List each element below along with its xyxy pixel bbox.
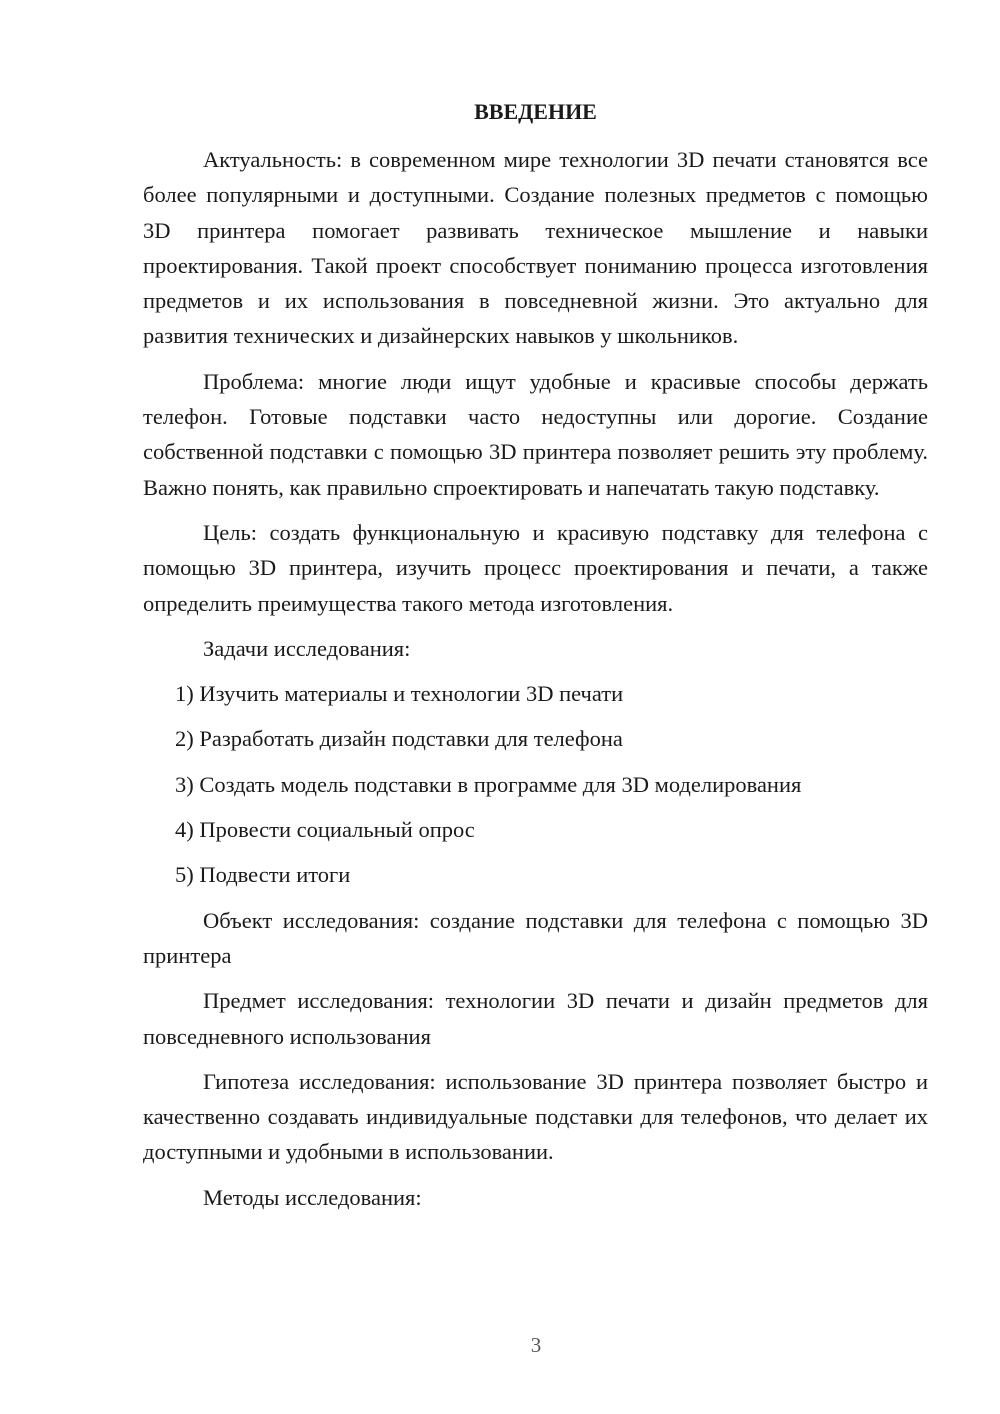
relevance-paragraph: Актуальность: в современном мире технологии 3D печати становятся все более популярными и доступными. Создание полезных предметов с помощью 3D принтера помогает развивать техническое мышление и навыки проектирования. Такой проект способствует пониманию процесса изготовления предметов и их использования в повседневной жизни. Это актуально для развития технических и дизайнерских навыков у школьников.: [143, 147, 928, 349]
page-title: ВВЕДЕНИЕ: [474, 99, 597, 124]
task-item: 4) Провести социальный опрос: [175, 817, 475, 843]
tasks-list: [143, 676, 928, 892]
hypothesis-paragraph: Гипотеза исследования: использование 3D принтера позволяет быстро и качественно создавать индивидуальные подставки для телефонов, что делает их доступными и удобными в использовании.: [143, 1068, 928, 1165]
task-item: 5) Подвести итоги: [175, 862, 351, 888]
subject-paragraph: Предмет исследования: технологии 3D печати и дизайн предметов для повседневного использования: [143, 988, 928, 1049]
problem-paragraph: Проблема: многие люди ищут удобные и красивые способы держать телефон. Готовые подставки часто недоступны или дорогие. Создание собственной подставки с помощью 3D принтера позволяет решить эту проблему. Важно понять, как правильно спроектировать и напечатать такую подставку.: [143, 368, 928, 500]
object-paragraph: Объект исследования: создание подставки для телефона с помощью 3D принтера: [143, 907, 928, 968]
tasks-heading: Задачи исследования:: [203, 635, 411, 661]
task-item: 3) Создать модель подставки в программе для 3D моделирования: [175, 771, 802, 797]
methods-heading: Методы исследования:: [203, 1184, 422, 1210]
task-item: 2) Разработать дизайн подставки для телефона: [175, 726, 623, 752]
document-page: [143, 94, 928, 1225]
task-item: 1) Изучить материалы и технологии 3D печати: [175, 681, 624, 707]
page-number: 3: [530, 1333, 542, 1357]
goal-paragraph: Цель: создать функциональную и красивую подставку для телефона с помощью 3D принтера, изучить процесс проектирования и печати, а также определить преимущества такого метода изготовления.: [143, 519, 928, 616]
